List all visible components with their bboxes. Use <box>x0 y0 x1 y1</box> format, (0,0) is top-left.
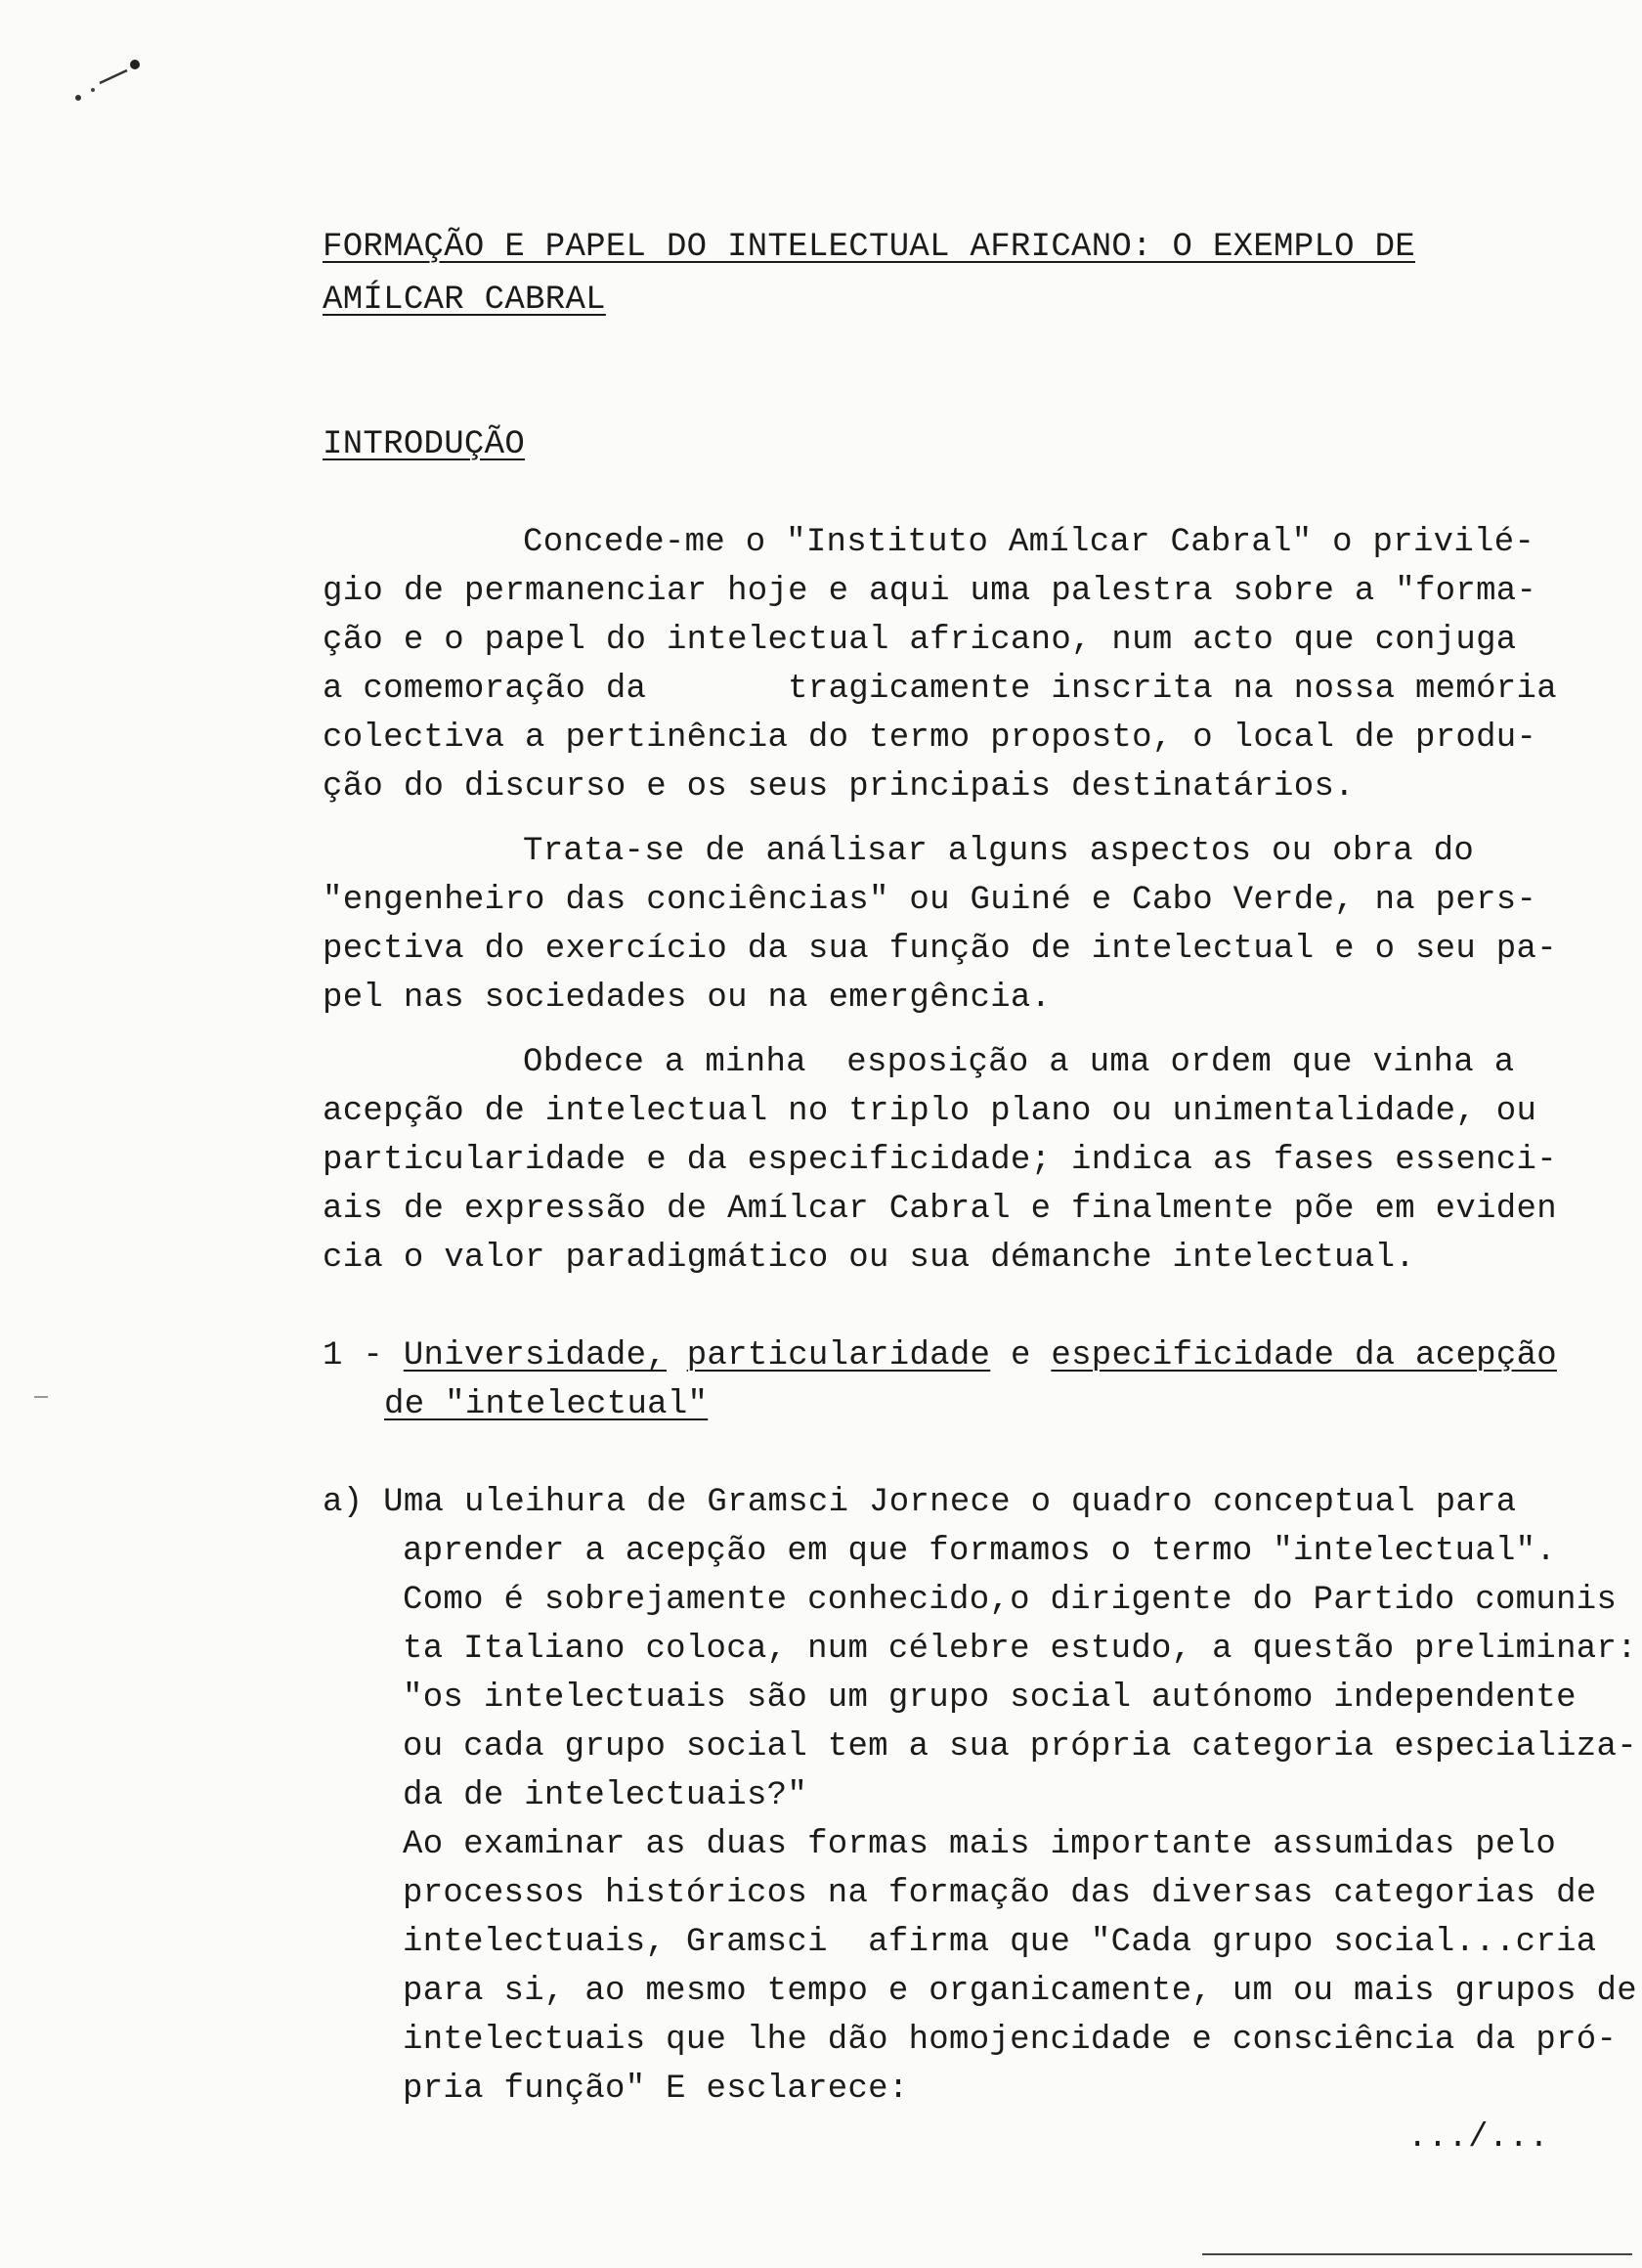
item-a-line: aprender a acepção em que formamos o termo "intelectual". <box>403 1533 1557 1570</box>
item-a-first-line <box>323 1478 1517 1527</box>
intro-p1-line: a comemoração da tragicamente inscrita na nossa memória <box>323 671 1557 708</box>
continuation-mark: .../... <box>1407 2119 1549 2157</box>
intro-p3-line: acepção de intelectual no triplo plano ou unimentalidade, ou <box>323 1093 1537 1130</box>
item-a-line: intelectuais que lhe dão homojencidade e consciência da pró- <box>403 2022 1618 2059</box>
section-1-heading <box>323 1331 1557 1380</box>
item-a-text: Uma uleihura de Gramsci Jornece o quadro conceptual para <box>383 1484 1517 1521</box>
section-term-universality: Universidade, <box>403 1337 667 1374</box>
intro-p3-line: Obdece a minha esposição a uma ordem que vinha a <box>523 1044 1515 1081</box>
intro-p1-line: gio de permanenciar hoje e aqui uma palestra sobre a "forma- <box>323 573 1537 610</box>
intro-p2-line: "engenheiro das conciências" ou Guiné e Cabo Verde, na pers- <box>323 882 1537 919</box>
margin-mark <box>34 1396 48 1398</box>
section-1-heading-line-2: de "intelectual" <box>384 1386 709 1423</box>
document-title-line-2: AMÍLCAR CABRAL <box>323 282 606 319</box>
intro-p1-line: Concede-me o "Instituto Amílcar Cabral" o privilé- <box>523 524 1535 561</box>
section-term-specificity: especificidade da acepção <box>1051 1337 1557 1374</box>
item-a-line: pria função" E esclarece: <box>403 2071 909 2108</box>
bottom-rule <box>1202 2253 1632 2255</box>
ink-marks <box>39 49 156 117</box>
item-a-line: Como é sobrejamente conhecido,o dirigente do Partido comunis <box>403 1582 1618 1619</box>
intro-p2-line: pectiva do exercício da sua função de intelectual e o seu pa- <box>323 931 1557 968</box>
intro-p3-line: cia o valor paradigmático ou sua démanche intelectual. <box>323 1240 1415 1277</box>
item-a-line: Ao examinar as duas formas mais importante assumidas pelo <box>403 1826 1557 1863</box>
section-term-particularity: particularidade <box>686 1337 991 1374</box>
item-a-line: "os intelectuais são um grupo social autónomo independente <box>403 1679 1577 1717</box>
item-a-line: intelectuais, Gramsci afirma que "Cada grupo social...cria <box>403 1924 1597 1961</box>
intro-p1-line: colectiva a pertinência do termo proposto, o local de produ- <box>323 720 1537 757</box>
intro-p3-line: ais de expressão de Amílcar Cabral e finalmente põe em eviden <box>323 1191 1557 1228</box>
item-a-line: da de intelectuais?" <box>403 1777 808 1814</box>
section-number: 1 - <box>323 1337 404 1374</box>
intro-p2-line: pel nas sociedades ou na emergência. <box>323 980 1052 1017</box>
item-a-line: ou cada grupo social tem a sua própria categoria especializa- <box>403 1728 1637 1766</box>
item-a-line: ta Italiano coloca, num célebre estudo, a questão preliminar: <box>403 1631 1637 1668</box>
intro-heading: INTRODUÇÃO <box>323 426 526 463</box>
document-title-line-1: FORMAÇÃO E PAPEL DO INTELECTUAL AFRICANO: O EXEMPLO DE <box>323 229 1415 266</box>
intro-p1-line: ção e o papel do intelectual africano, num acto que conjuga <box>323 622 1517 659</box>
item-a-line: processos históricos na formação das diversas categorias de <box>403 1875 1597 1912</box>
item-a-marker: a) <box>323 1484 384 1521</box>
section-connector: e <box>990 1337 1052 1374</box>
intro-p1-line: ção do discurso e os seus principais destinatários. <box>323 768 1355 806</box>
intro-p3-line: particularidade e da especificidade; indica as fases essenci- <box>323 1142 1557 1179</box>
item-a-line: para si, ao mesmo tempo e organicamente, um ou mais grupos de <box>403 1973 1637 2010</box>
intro-p2-line: Trata-se de análisar alguns aspectos ou obra do <box>523 833 1475 870</box>
